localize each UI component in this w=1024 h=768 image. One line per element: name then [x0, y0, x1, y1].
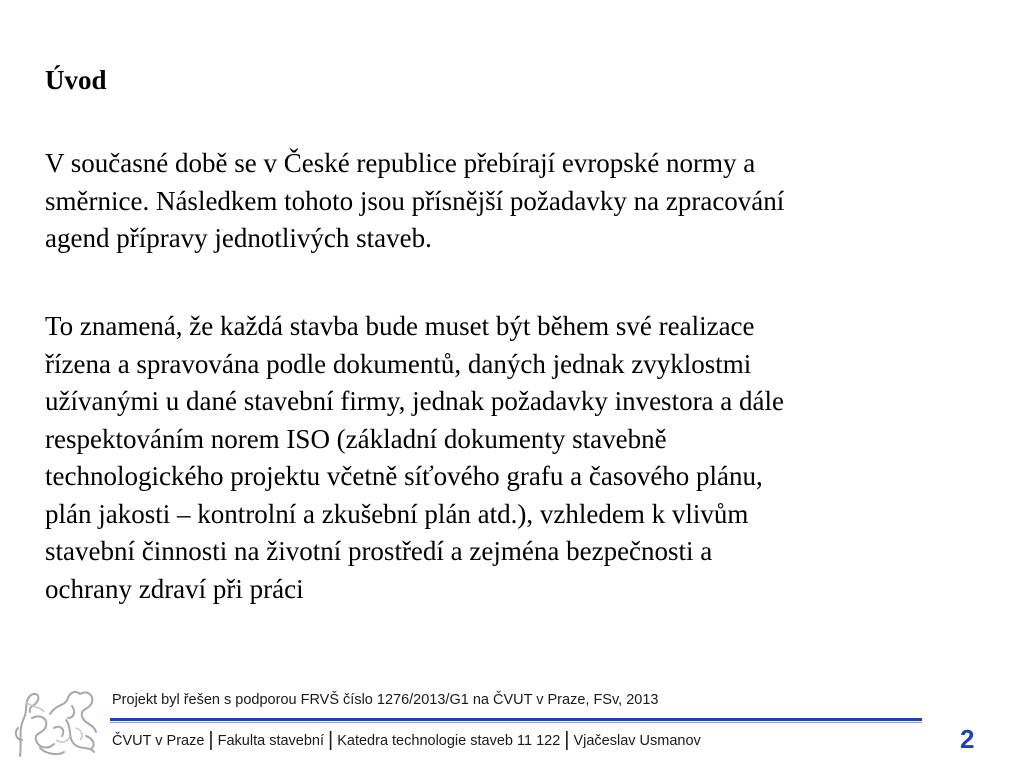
footer-faculty: Fakulta stavební: [217, 733, 325, 749]
footer-separator: |: [328, 729, 334, 751]
paragraph-line: řízena a spravována podle dokumentů, daných jednak zvyklostmi: [45, 348, 752, 379]
footer-author: Vjačeslav Usmanov: [573, 733, 701, 749]
paragraph-line: V současné době se v České republice přebírají evropské normy a: [45, 148, 756, 178]
paragraph-line: stavební činnosti na životní prostředí a zejména bezpečnosti a: [45, 536, 713, 566]
footer-divider-thin: [110, 722, 922, 723]
footer-institution-line: [112, 729, 701, 751]
paragraph-line: respektováním norem ISO (základní dokumenty stavebně: [45, 423, 667, 454]
paragraph-line: užívanými u dané stavební firmy, jednak požadavky investora a dále: [45, 386, 784, 416]
footer-institution: ČVUT v Praze: [112, 733, 205, 749]
footer-project-text: Projekt byl řešen s podporou FRVŠ číslo 1276/2013/G1 na ČVUT v Praze, FSv, 2013: [112, 692, 659, 708]
footer-divider: [110, 718, 922, 721]
paragraph-line: plán jakosti – kontrolní a zkušební plán atd.), vzhledem k vlivům: [45, 498, 749, 529]
paragraph-line: směrnice. Následkem tohoto jsou přísnější požadavky na zpracování: [45, 185, 785, 216]
slide-title: Úvod: [45, 65, 107, 95]
paragraph-line: ochrany zdraví při práci: [45, 573, 304, 604]
paragraph-line: agend přípravy jednotlivých staveb.: [45, 223, 432, 253]
footer-separator: |: [564, 729, 570, 751]
paragraph-detail: [45, 308, 995, 608]
paragraph-line: technologického projektu včetně síťového grafu a časového plánu,: [45, 461, 763, 491]
cvut-lion-logo-icon: [10, 684, 102, 760]
footer-department: Katedra technologie staveb 11 122: [337, 733, 561, 749]
paragraph-line: To znamená, že každá stavba bude muset být během své realizace: [45, 311, 755, 341]
footer-separator: |: [208, 729, 214, 751]
page-number: 2: [960, 724, 975, 754]
paragraph-intro: [45, 145, 995, 258]
